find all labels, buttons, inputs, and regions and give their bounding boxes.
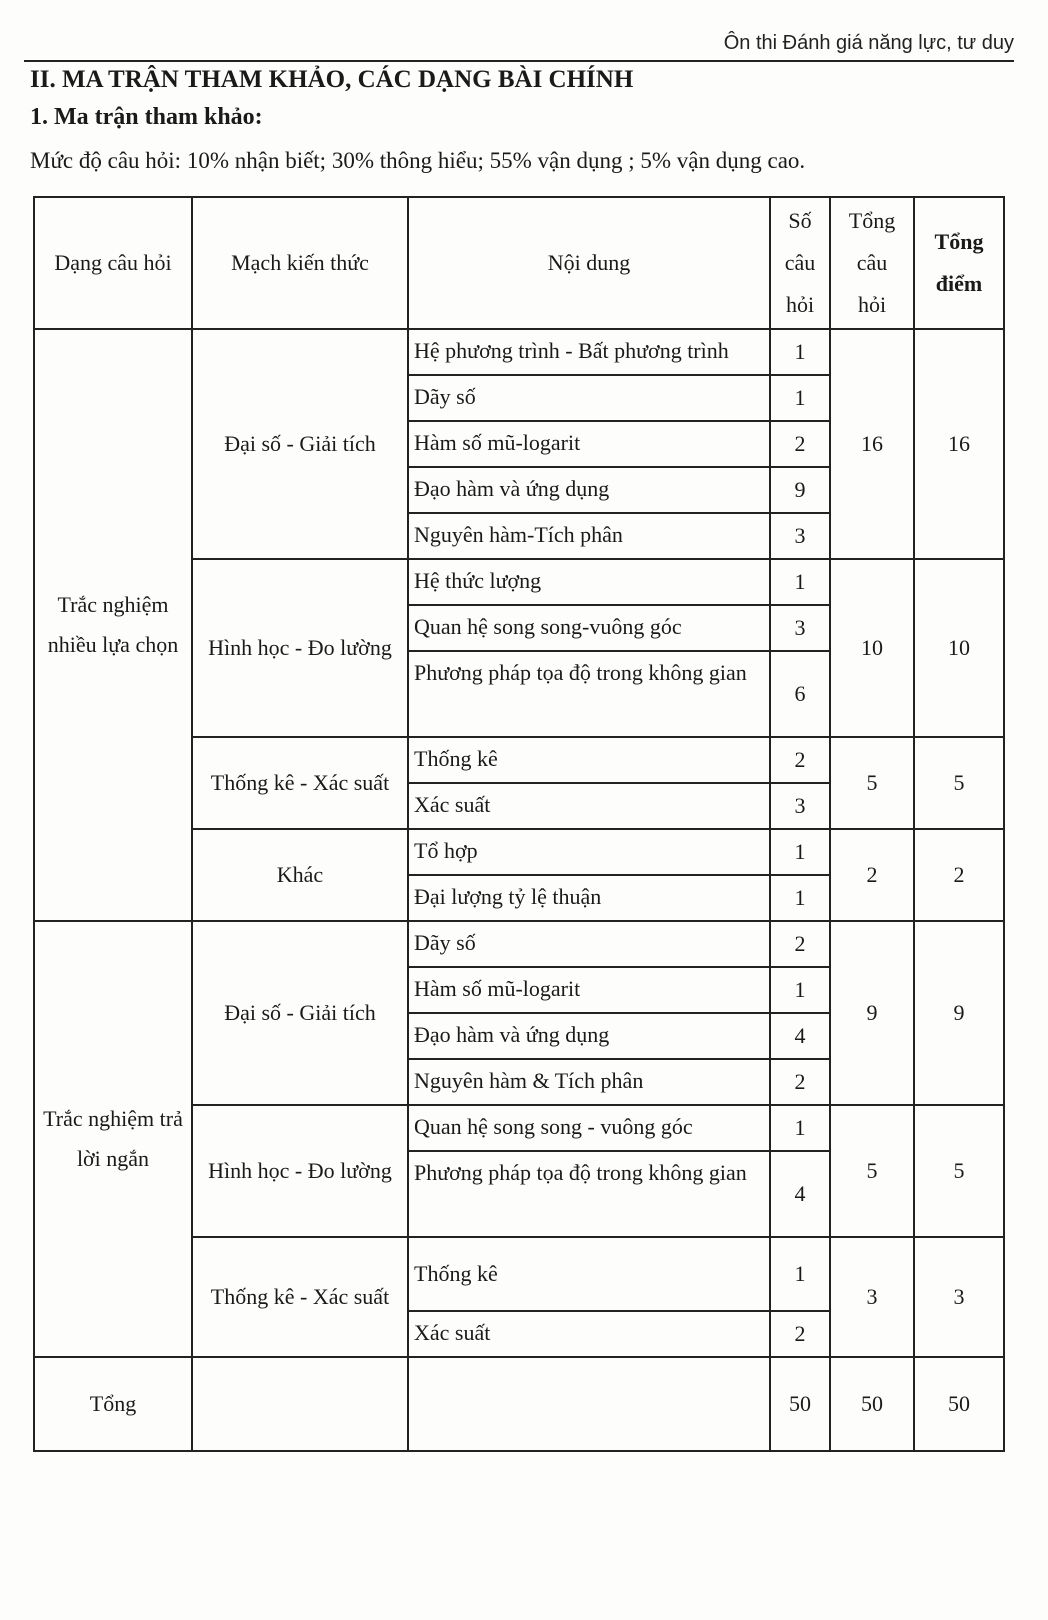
count-cell: 1 <box>770 875 830 921</box>
table-header-row <box>34 197 1004 329</box>
header-tong-line3: hỏi <box>857 292 887 317</box>
header-tong-line1: Tổng <box>848 208 896 233</box>
content-cell: Hệ thức lượng <box>408 559 770 605</box>
table-row <box>34 921 1004 967</box>
count-cell: 2 <box>770 1059 830 1105</box>
count-cell: 9 <box>770 467 830 513</box>
branch-cell: Khác <box>192 829 408 921</box>
count-cell: 3 <box>770 513 830 559</box>
section-title: II. MA TRẬN THAM KHẢO, CÁC DẠNG BÀI CHÍNH <box>30 66 634 93</box>
total-points-cell: 5 <box>914 737 1004 829</box>
content-cell: Đạo hàm và ứng dụng <box>408 1013 770 1059</box>
total-questions-cell: 5 <box>830 1105 914 1237</box>
total-empty-content-cell <box>408 1357 770 1451</box>
question-form-cell: Trắc nghiệm nhiều lựa chọn <box>34 329 192 921</box>
branch-cell: Đại số - Giải tích <box>192 329 408 559</box>
content-cell: Tổ hợp <box>408 829 770 875</box>
header-noi-dung: Nội dung <box>408 197 770 329</box>
header-diem-line2: điểm <box>935 271 983 296</box>
branch-cell: Thống kê - Xác suất <box>192 1237 408 1357</box>
count-cell: 2 <box>770 737 830 783</box>
header-so-line2: câu <box>784 250 816 275</box>
total-row <box>34 1357 1004 1451</box>
content-cell: Dãy số <box>408 921 770 967</box>
count-cell: 3 <box>770 605 830 651</box>
total-questions-cell: 9 <box>830 921 914 1105</box>
total-questions-cell: 5 <box>830 737 914 829</box>
count-cell: 2 <box>770 921 830 967</box>
total-count-cell: 50 <box>770 1357 830 1451</box>
count-cell: 1 <box>770 375 830 421</box>
total-questions-sum-cell: 50 <box>830 1357 914 1451</box>
subsection-title: 1. Ma trận tham khảo: <box>30 104 263 130</box>
header-tong-cau-hoi <box>830 197 914 329</box>
content-cell: Hệ phương trình - Bất phương trình <box>408 329 770 375</box>
total-points-cell: 9 <box>914 921 1004 1105</box>
total-points-cell: 3 <box>914 1237 1004 1357</box>
content-cell: Quan hệ song song-vuông góc <box>408 605 770 651</box>
content-cell: Xác suất <box>408 1311 770 1357</box>
count-cell: 4 <box>770 1013 830 1059</box>
content-cell: Quan hệ song song - vuông góc <box>408 1105 770 1151</box>
header-so-line1: Số <box>788 208 812 233</box>
count-cell: 2 <box>770 1311 830 1357</box>
header-diem-line1: Tổng <box>934 229 984 254</box>
content-cell: Thống kê <box>408 737 770 783</box>
question-levels: Mức độ câu hỏi: 10% nhận biết; 30% thông hiểu; 55% vận dụng ; 5% vận dụng cao. <box>30 148 806 173</box>
header-tong-diem <box>914 197 1004 329</box>
content-cell: Phương pháp tọa độ trong không gian <box>408 1151 770 1237</box>
question-form-cell: Trắc nghiệm trả lời ngắn <box>34 921 192 1357</box>
total-questions-cell: 3 <box>830 1237 914 1357</box>
content-cell: Dãy số <box>408 375 770 421</box>
total-points-sum-cell: 50 <box>914 1357 1004 1451</box>
branch-cell: Hình học - Đo lường <box>192 559 408 737</box>
header-so-line3: hỏi <box>785 292 815 317</box>
branch-cell: Hình học - Đo lường <box>192 1105 408 1237</box>
count-cell: 1 <box>770 559 830 605</box>
content-cell: Hàm số mũ-logarit <box>408 967 770 1013</box>
header-mach-kien-thuc: Mạch kiến thức <box>192 197 408 329</box>
total-points-cell: 10 <box>914 559 1004 737</box>
reference-matrix-table <box>33 196 1005 1452</box>
total-questions-cell: 10 <box>830 559 914 737</box>
count-cell: 6 <box>770 651 830 737</box>
content-cell: Đạo hàm và ứng dụng <box>408 467 770 513</box>
running-title: Ôn thi Đánh giá năng lực, tư duy <box>723 32 1014 54</box>
running-header <box>24 30 1014 62</box>
content-cell: Phương pháp tọa độ trong không gian <box>408 651 770 737</box>
total-points-cell: 5 <box>914 1105 1004 1237</box>
content-cell: Đại lượng tỷ lệ thuận <box>408 875 770 921</box>
total-points-cell: 2 <box>914 829 1004 921</box>
total-questions-cell: 16 <box>830 329 914 559</box>
total-label-cell: Tổng <box>34 1357 192 1451</box>
total-points-cell: 16 <box>914 329 1004 559</box>
count-cell: 1 <box>770 829 830 875</box>
table-row <box>34 329 1004 375</box>
count-cell: 1 <box>770 329 830 375</box>
header-tong-line2: câu <box>856 250 888 275</box>
branch-cell: Thống kê - Xác suất <box>192 737 408 829</box>
branch-cell: Đại số - Giải tích <box>192 921 408 1105</box>
count-cell: 4 <box>770 1151 830 1237</box>
count-cell: 1 <box>770 1237 830 1311</box>
total-questions-cell: 2 <box>830 829 914 921</box>
content-cell: Hàm số mũ-logarit <box>408 421 770 467</box>
count-cell: 2 <box>770 421 830 467</box>
header-so-cau-hoi <box>770 197 830 329</box>
count-cell: 1 <box>770 1105 830 1151</box>
count-cell: 3 <box>770 783 830 829</box>
count-cell: 1 <box>770 967 830 1013</box>
content-cell: Nguyên hàm & Tích phân <box>408 1059 770 1105</box>
content-cell: Thống kê <box>408 1237 770 1311</box>
header-dang-cau-hoi: Dạng câu hỏi <box>34 197 192 329</box>
content-cell: Nguyên hàm-Tích phân <box>408 513 770 559</box>
total-empty-branch-cell <box>192 1357 408 1451</box>
content-cell: Xác suất <box>408 783 770 829</box>
